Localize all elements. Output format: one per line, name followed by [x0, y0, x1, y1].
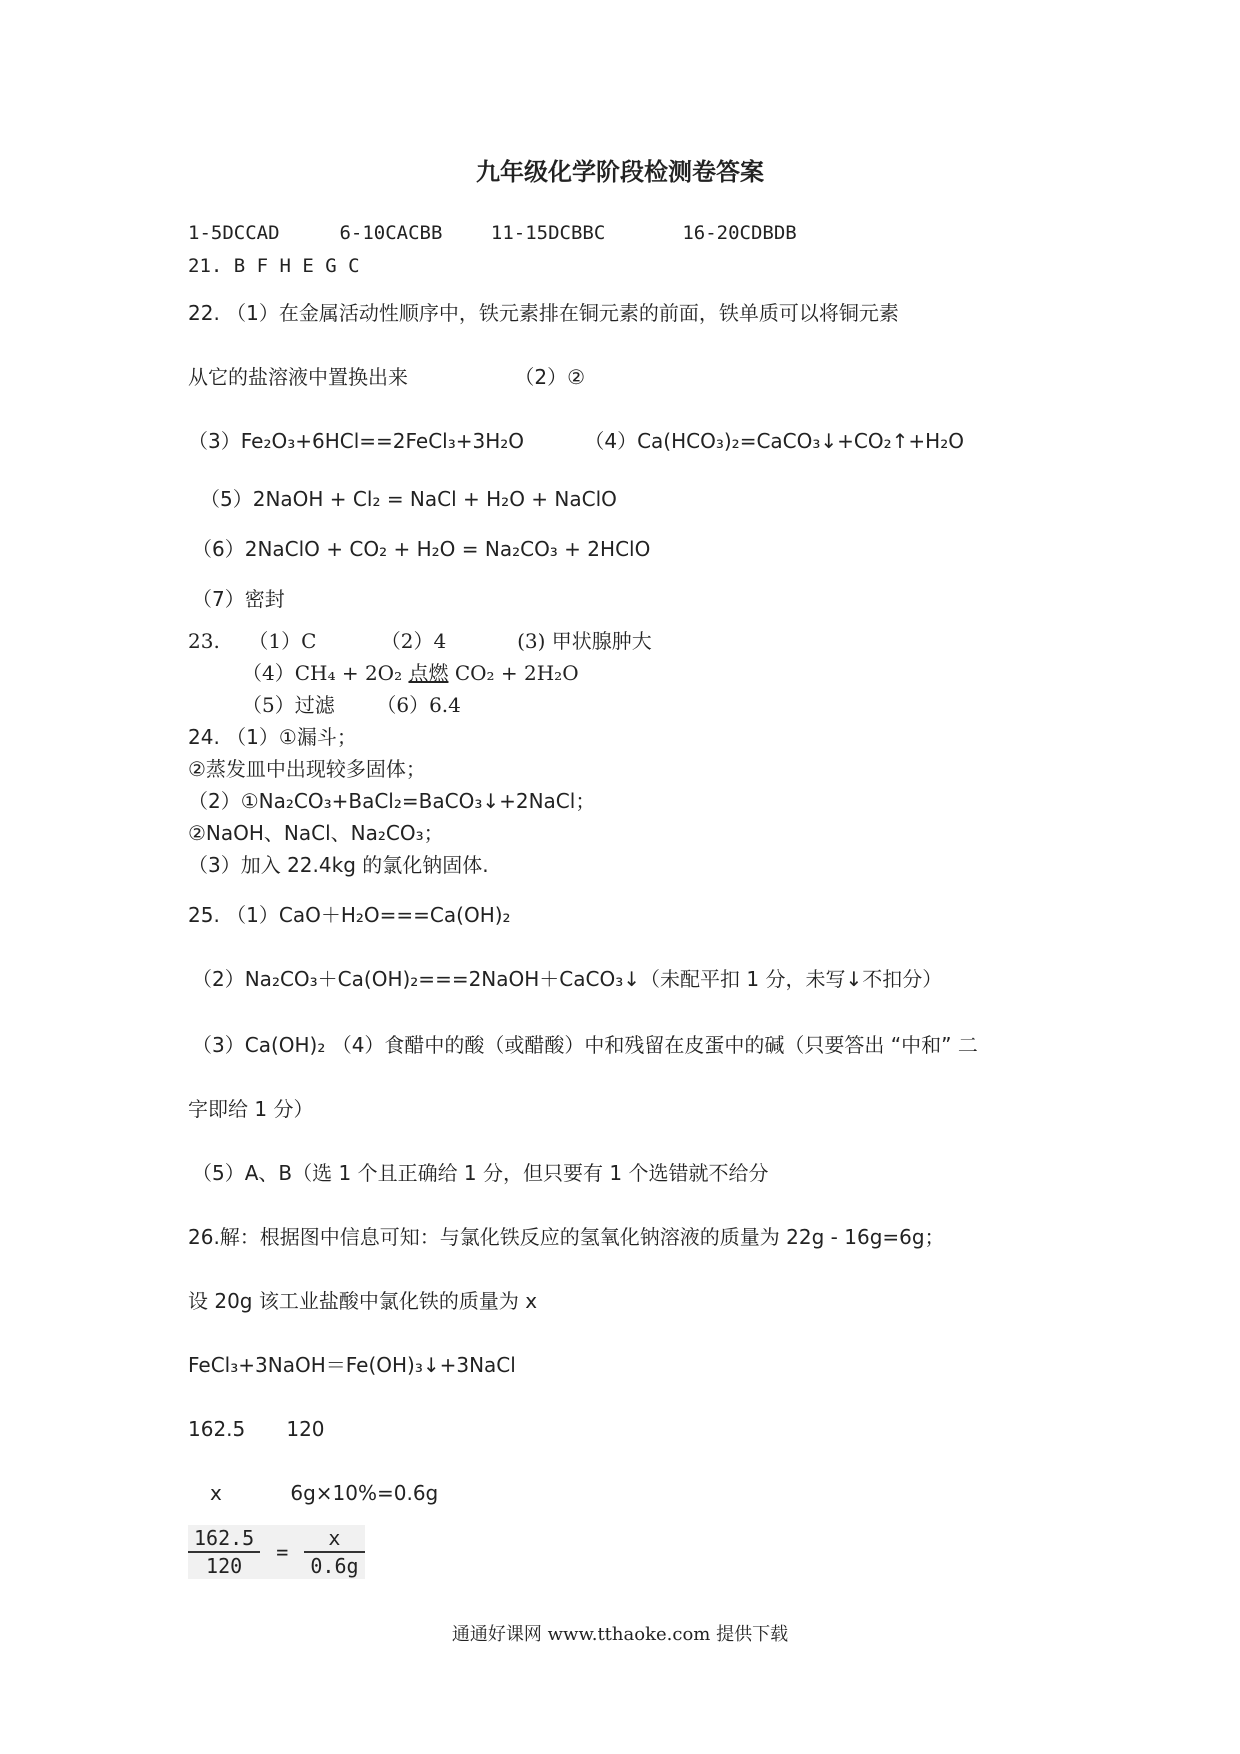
- q23-line3: [242, 692, 461, 718]
- q23-line1: [188, 628, 652, 654]
- q22-part1-line2: [188, 364, 585, 390]
- mc-answer-group: 1-5DCCAD: [188, 222, 280, 244]
- q23-part4-condition: 点燃: [408, 661, 449, 685]
- q23-part1: （1）C: [248, 629, 317, 653]
- q22-parts-3-4: [188, 428, 964, 454]
- q23-part5: （5）过滤: [242, 693, 335, 717]
- q23-number: 23.: [188, 629, 220, 653]
- q22-part7: （7）密封: [192, 587, 285, 611]
- fraction-left: [188, 1525, 260, 1579]
- q26-molar-mass-fecl3: 162.5: [188, 1417, 246, 1441]
- mc-answer-group: 16-20CDBDB: [682, 222, 797, 244]
- q25-line1: 25. （1）CaO＋H₂O===Ca(OH)₂: [188, 903, 511, 927]
- q26-molar-mass-naoh: 120: [286, 1417, 325, 1441]
- q26-line1: 26.解：根据图中信息可知：与氯化铁反应的氢氧化钠溶液的质量为 22g - 16g=6g；: [188, 1225, 945, 1249]
- q25-line3: （3）Ca(OH)₂ （4）食醋中的酸（或醋酸）中和残留在皮蛋中的碱（只要答出 “中和” 二: [192, 1033, 978, 1057]
- mc-answer-group: 11-15DCBBC: [490, 222, 606, 244]
- mc-answers: [188, 220, 797, 246]
- q23-part4-reactants: （4）CH₄ + 2O₂: [242, 661, 403, 685]
- q23-line2: [242, 660, 579, 686]
- q22-part5: （5）2NaOH + Cl₂ = NaCl + H₂O + NaClO: [200, 487, 617, 511]
- q26-line2: 设 20g 该工业盐酸中氯化铁的质量为 x: [188, 1289, 538, 1313]
- q24-line5: （3）加入 22.4kg 的氯化钠固体.: [188, 853, 489, 877]
- q24-line3: （2）①Na₂CO₃+BaCl₂=BaCO₃↓+2NaCl；: [188, 789, 596, 813]
- fraction-right-numerator: x: [304, 1525, 364, 1553]
- q23-part6: （6）6.4: [376, 693, 461, 717]
- q22-part1-cont: 从它的盐溶液中置换出来: [188, 365, 408, 389]
- q26-mass-values: [210, 1480, 438, 1506]
- q21-answer: 21. B F H E G C: [188, 255, 360, 277]
- q22-part6: （6）2NaClO + CO₂ + H₂O = Na₂CO₃ + 2HClO: [192, 537, 651, 561]
- q22-part3: （3）Fe₂O₃+6HCl==2FeCl₃+3H₂O: [188, 429, 525, 453]
- q24-line1: 24. （1）①漏斗；: [188, 725, 357, 749]
- q25-line2: （2）Na₂CO₃＋Ca(OH)₂===2NaOH＋CaCO₃↓（未配平扣 1 分，未写↓不扣分）: [192, 967, 943, 991]
- q23-part4-products: CO₂ + 2H₂O: [454, 661, 579, 685]
- fraction-left-denominator: 120: [206, 1554, 243, 1578]
- q25-line5: （5）A、B（选 1 个且正确给 1 分，但只要有 1 个选错就不给分: [192, 1161, 769, 1185]
- q26-equation: FeCl₃+3NaOH＝Fe(OH)₃↓+3NaCl: [188, 1353, 516, 1377]
- q24-line2: ②蒸发皿中出现较多固体；: [188, 757, 426, 781]
- fraction-right: [304, 1525, 364, 1579]
- q22-part2: （2）②: [514, 365, 586, 389]
- mc-answer-group: 6-10CACBB: [339, 222, 443, 244]
- q26-unknown-x: x: [210, 1481, 222, 1505]
- q25-line4: 字即给 1 分）: [188, 1097, 314, 1121]
- fraction-left-numerator: 162.5: [188, 1525, 260, 1553]
- footer-source: 通通好课网 www.tthaoke.com 提供下载: [451, 1624, 789, 1645]
- fraction-equals: =: [276, 1540, 289, 1564]
- q26-naoh-mass: 6g×10%=0.6g: [290, 1481, 439, 1505]
- page-title: 九年级化学阶段检测卷答案: [476, 157, 764, 186]
- q26-ratio-values: [188, 1416, 325, 1442]
- q23-part2: （2）4: [380, 629, 447, 653]
- q23-part3: (3) 甲状腺肿大: [517, 629, 652, 653]
- q24-line4: ②NaOH、NaCl、Na₂CO₃；: [188, 821, 444, 845]
- q22-part4: （4）Ca(HCO₃)₂=CaCO₃↓+CO₂↑+H₂O: [584, 429, 964, 453]
- fraction-right-denominator: 0.6g: [310, 1554, 359, 1578]
- q22-part1-line1: 22. （1）在金属活动性顺序中，铁元素排在铜元素的前面，铁单质可以将铜元素: [188, 301, 899, 325]
- q26-proportion: [188, 1525, 365, 1579]
